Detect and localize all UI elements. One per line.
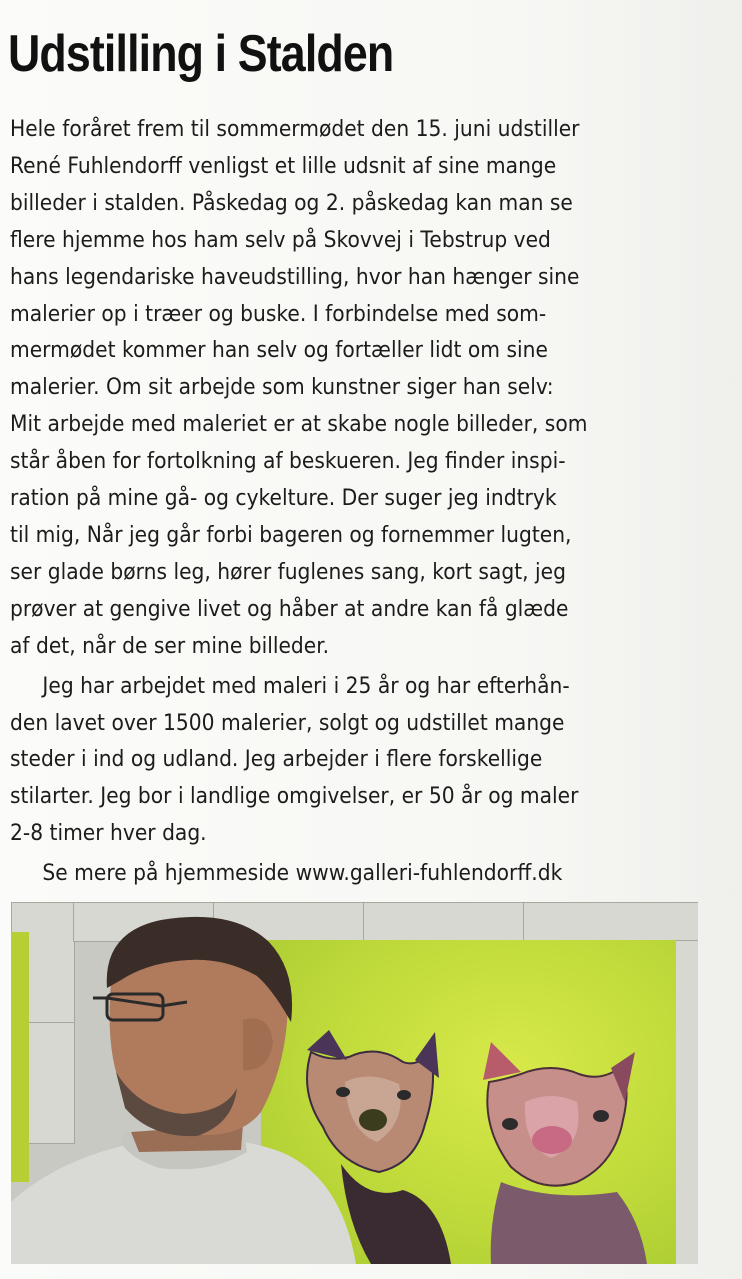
text-line: står åben for fortolkning af beskueren. Jeg finder inspi- [10,448,566,475]
text-line: Mit arbejde med maleriet er at skabe nogle billeder, som [10,411,588,438]
text-line: ration på mine gå- og cykelture. Der suger jeg indtryk [10,485,557,512]
text-line: steder i ind og udland. Jeg arbejder i flere forskellige [10,746,543,773]
text-line: Jeg har arbejdet med maleri i 25 år og har efterhån- [42,672,570,699]
text-line: Hele foråret frem til sommermødet den 15. juni udstiller [10,116,580,142]
text-line: den lavet over 1500 malerier, solgt og udstillet mange [10,709,565,736]
artist-photo [11,902,698,1264]
text-line: stilarter. Jeg bor i landlige omgivelser, er 50 år og maler [10,783,579,810]
text-line: prøver at gengive livet og håber at andre kan få glæde [10,595,569,622]
text-line: 2-8 timer hver dag. [10,820,207,847]
text-line: af det, når de ser mine billeder. [10,632,330,659]
artist-portrait [11,917,356,1264]
text-line: billeder i stalden. Påskedag og 2. påskedag kan man se [10,189,573,216]
text-line: til mig, Når jeg går forbi bageren og fornemmer lugten, [10,521,572,548]
paragraph-1 [10,111,712,665]
text-line: malerier op i træer og buske. I forbindelse med som- [10,300,547,327]
text-line: flere hjemme hos ham selv på Skovvej i Tebstrup ved [10,226,551,253]
photo-scene [11,902,698,1264]
text-line: hans legendariske haveudstilling, hvor han hænger sine [10,263,580,290]
text-line: ser glade børns leg, hører fuglenes sang, kort sagt, jeg [10,558,566,585]
text-line: malerier. Om sit arbejde som kunstner siger han selv: [10,374,554,401]
article-title: Udstilling i Stalden [8,25,394,83]
website-line: Se mere på hjemmeside www.galleri-fuhlendorff.dk [42,860,563,887]
article-body [10,111,712,892]
painted-dog-right [483,1042,647,1264]
text-line: mermødet kommer han selv og fortæller lidt om sine [10,337,548,364]
paragraph-2 [10,668,712,853]
paragraph-3 [10,855,712,892]
text-line: René Fuhlendorff venligst et lille udsnit af sine mange [10,152,557,179]
